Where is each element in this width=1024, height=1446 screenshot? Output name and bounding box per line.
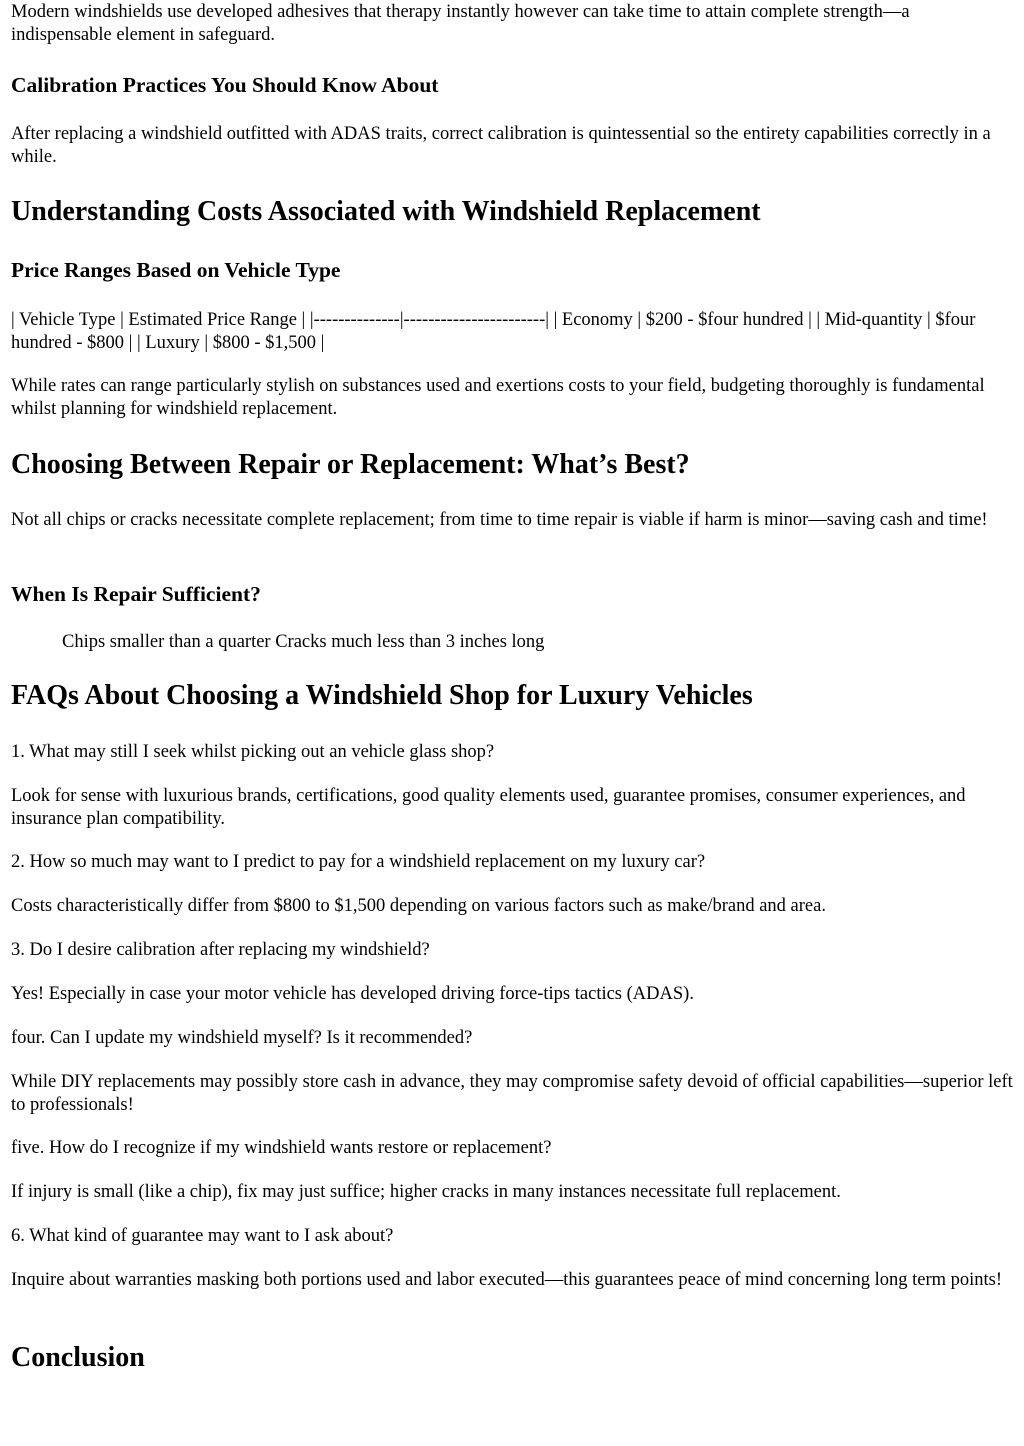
repair-criteria-list: Chips smaller than a quarter Cracks much less than 3 inches long [62, 632, 545, 652]
faq-question-1: 1. What may still I seek whilst picking out an vehicle glass shop? [11, 742, 495, 762]
faq-answer-4: While DIY replacements may possibly store cash in advance, they may compromise safety devoid of official capabilities—superior left to professionals! [11, 1072, 1013, 1115]
faq-answer-2: Costs characteristically differ from $800 to $1,500 depending on various factors such as make/brand and area. [11, 896, 826, 916]
faq-answer-5: If injury is small (like a chip), fix may just suffice; higher cracks in many instances necessitate full replacement. [11, 1182, 841, 1202]
paragraph-not-all-chips: Not all chips or cracks necessitate complete replacement; from time to time repair is viable if harm is minor—saving cash and time! [11, 510, 988, 530]
paragraph-rates: While rates can range particularly stylish on substances used and exertions costs to your field, budgeting thoroughly is fundamental whilst planning for windshield replacement. [11, 376, 985, 419]
heading-calibration: Calibration Practices You Should Know About [11, 73, 439, 97]
paragraph-price-table: | Vehicle Type | Estimated Price Range | |--------------|-----------------------| | Economy | $200 - $four hundred | | Mid-quantity | $four hundred - $800 | | Luxury | $800 - $1,500 | [11, 310, 976, 353]
faq-question-6: 6. What kind of guarantee may want to I ask about? [11, 1226, 394, 1246]
heading-repair-or-replace: Choosing Between Repair or Replacement: What’s Best? [11, 449, 690, 480]
paragraph-adhesives: Modern windshields use developed adhesives that therapy instantly however can take time to attain complete strength—a indispensable element in safeguard. [11, 2, 910, 45]
heading-price-ranges: Price Ranges Based on Vehicle Type [11, 258, 341, 282]
faq-question-4: four. Can I update my windshield myself? Is it recommended? [11, 1028, 473, 1048]
heading-conclusion: Conclusion [11, 1342, 145, 1373]
faq-answer-1: Look for sense with luxurious brands, certifications, good quality elements used, guarantee promises, consumer experiences, and insurance plan compatibility. [11, 786, 966, 829]
faq-question-5: five. How do I recognize if my windshield wants restore or replacement? [11, 1138, 552, 1158]
faq-question-2: 2. How so much may want to I predict to pay for a windshield replacement on my luxury car? [11, 852, 706, 872]
faq-answer-6: Inquire about warranties masking both portions used and labor executed—this guarantees peace of mind concerning long term points! [11, 1270, 1003, 1290]
faq-question-3: 3. Do I desire calibration after replacing my windshield? [11, 940, 430, 960]
heading-costs: Understanding Costs Associated with Windshield Replacement [11, 196, 761, 227]
heading-repair-sufficient: When Is Repair Sufficient? [11, 582, 261, 606]
heading-faqs: FAQs About Choosing a Windshield Shop for Luxury Vehicles [11, 680, 753, 711]
faq-answer-3: Yes! Especially in case your motor vehicle has developed driving force-tips tactics (ADAS). [11, 984, 694, 1004]
paragraph-calibration: After replacing a windshield outfitted with ADAS traits, correct calibration is quintessential so the entirety capabilities correctly in a while. [11, 124, 991, 167]
